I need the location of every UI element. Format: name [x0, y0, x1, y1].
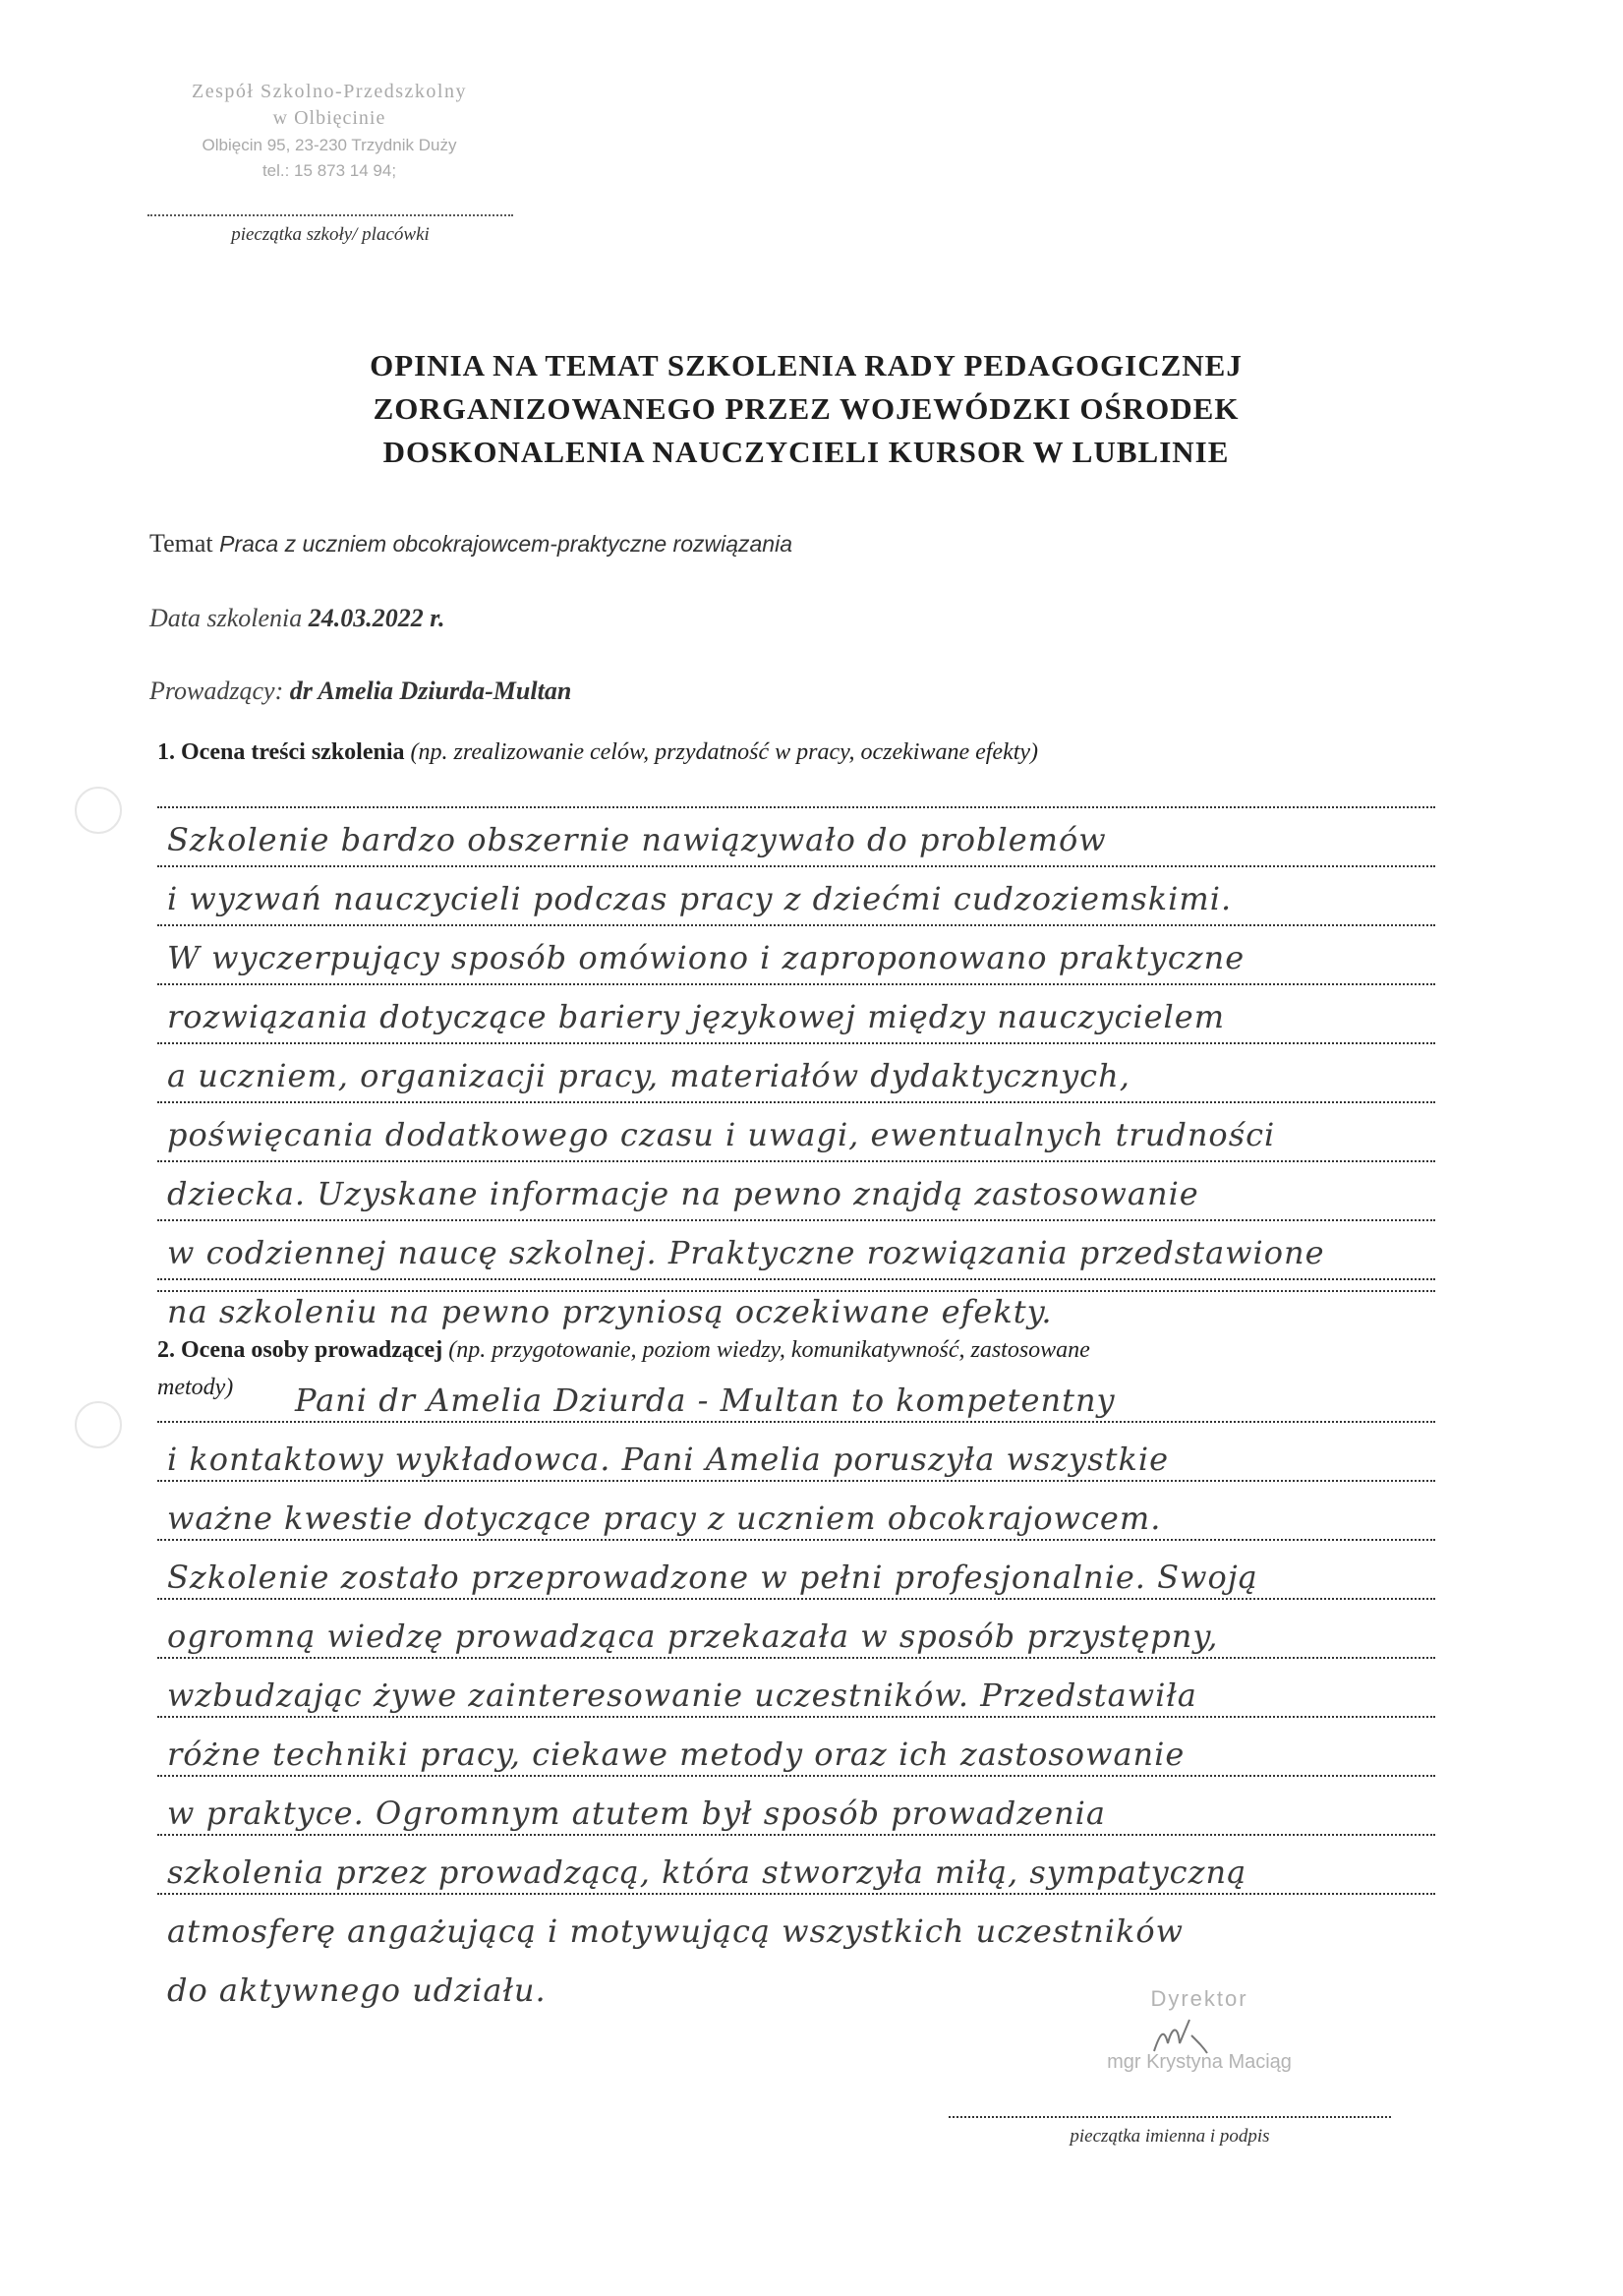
answer-line — [157, 1278, 1435, 1280]
trainer-label: Prowadzący: — [149, 677, 284, 705]
section-2-hint: (np. przygotowanie, poziom wiedzy, komunikatywność, zastosowane — [448, 1337, 1090, 1363]
section-1-line: i wyzwań nauczycieli podczas pracy z dziećmi cudzoziemskimi. — [167, 880, 1233, 917]
answer-line — [157, 1101, 1435, 1103]
answer-line — [157, 1042, 1435, 1044]
stamp-line-1: Zespół Szkolno-Przedszkolny — [192, 81, 467, 102]
answer-line — [157, 1421, 1435, 1423]
section-2-line: do aktywnego udziału. — [167, 1972, 547, 2009]
school-stamp — [143, 81, 516, 181]
section-2-title: 2. Ocena osoby prowadzącej — [157, 1337, 443, 1363]
section-2-heading — [157, 1337, 1435, 1364]
section-1-hint: (np. zrealizowanie celów, przydatność w pracy, oczekiwane efekty) — [410, 739, 1039, 765]
heading-line-1: OPINIA NA TEMAT SZKOLENIA RADY PEDAGOGICZNEJ — [370, 348, 1243, 383]
signature-dotted-line — [949, 2116, 1391, 2118]
trainer-value: dr Amelia Dziurda-Multan — [289, 677, 572, 705]
section-1-line: Szkolenie bardzo obszernie nawiązywało do problemów — [167, 821, 1107, 858]
answer-line — [157, 1716, 1435, 1718]
section-1-heading — [157, 739, 1038, 766]
answer-line — [157, 865, 1435, 867]
stamp-line-4: tel.: 15 873 14 94; — [261, 161, 397, 180]
stamp-line-3: Olbięcin 95, 23-230 Trzydnik Duży — [202, 136, 457, 154]
date-value: 24.03.2022 r. — [308, 604, 445, 632]
topic-label: Temat — [149, 529, 213, 558]
section-1-title: 1. Ocena treści szkolenia — [157, 739, 405, 765]
answer-line — [157, 924, 1435, 926]
topic-value: Praca z uczniem obcokrajowcem-praktyczne rozwiązania — [219, 531, 792, 557]
signature-caption: pieczątka imienna i podpis — [1070, 2126, 1270, 2147]
answer-line — [157, 1480, 1435, 1482]
section-2-line: ważne kwestie dotyczące pracy z uczniem obcokrajowcem. — [167, 1500, 1162, 1537]
section-2-line: różne techniki pracy, ciekawe metody oraz ich zastosowanie — [167, 1736, 1186, 1773]
section-2-line: i kontaktowy wykładowca. Pani Amelia poruszyła wszystkie — [167, 1441, 1170, 1478]
section-1-line: poświęcania dodatkowego czasu i uwagi, ewentualnych trudności — [167, 1116, 1276, 1153]
trainer-row — [149, 677, 571, 706]
answer-line — [157, 1775, 1435, 1777]
answer-line — [157, 1893, 1435, 1895]
answer-line — [157, 1290, 1435, 1292]
date-row — [149, 604, 444, 633]
punch-hole-top — [75, 787, 122, 834]
answer-line — [157, 1539, 1435, 1541]
stamp-dotted-line — [147, 214, 513, 216]
date-label: Data szkolenia — [149, 604, 303, 632]
section-2-line: Pani dr Amelia Dziurda - Multan to kompetentny — [295, 1382, 1116, 1419]
section-2-line: wzbudzając żywe zainteresowanie uczestników. Przedstawiła — [167, 1677, 1197, 1714]
section-1-line: na szkoleniu na pewno przyniosą oczekiwane efekty. — [167, 1293, 1053, 1330]
section-2-line: szkolenia przez prowadzącą, która stworzyła miłą, sympatyczną — [167, 1854, 1247, 1891]
section-1-line: w codziennej naucę szkolnej. Praktyczne rozwiązania przedstawione — [167, 1234, 1325, 1271]
heading-line-3: DOSKONALENIA NAUCZYCIELI KURSOR W LUBLINIE — [382, 435, 1230, 469]
signature-mark — [1150, 2014, 1209, 2058]
section-2-line: ogromną wiedzę prowadząca przekazała w sposób przystępny, — [167, 1618, 1219, 1655]
director-name: mgr Krystyna Maciąg — [1107, 2051, 1292, 2073]
section-2-line: w praktyce. Ogromnym atutem był sposób prowadzenia — [167, 1795, 1106, 1832]
answer-line — [157, 1219, 1435, 1221]
section-1-line: a uczniem, organizacji pracy, materiałów dydaktycznych, — [167, 1057, 1130, 1094]
section-1-line: dziecka. Uzyskane informacje na pewno znajdą zastosowanie — [167, 1175, 1199, 1212]
section-2-line: Szkolenie zostało przeprowadzone w pełni profesjonalnie. Swoją — [167, 1559, 1258, 1596]
answer-line — [157, 1160, 1435, 1162]
answer-line — [157, 983, 1435, 985]
heading-line-2: ZORGANIZOWANEGO PRZEZ WOJEWÓDZKI OŚRODEK — [373, 391, 1240, 426]
section-2-hint-continued: metody) — [157, 1375, 234, 1400]
answer-line — [157, 1834, 1435, 1836]
director-title: Dyrektor — [1150, 1986, 1248, 2011]
answer-line — [157, 1598, 1435, 1600]
document-heading — [197, 344, 1416, 474]
stamp-line-2: w Olbięcinie — [272, 107, 386, 129]
section-1-line: W wyczerpujący sposób omówiono i zaproponowano praktyczne — [167, 939, 1246, 976]
answer-line — [157, 806, 1435, 808]
topic-row — [149, 529, 792, 559]
section-2-line: atmosferę angażującą i motywującą wszystkich uczestników — [167, 1913, 1185, 1950]
section-1-line: rozwiązania dotyczące bariery językowej między nauczycielem — [167, 998, 1226, 1035]
punch-hole-bottom — [75, 1401, 122, 1448]
answer-line — [157, 1657, 1435, 1659]
stamp-caption: pieczątka szkoły/ placówki — [231, 224, 430, 245]
